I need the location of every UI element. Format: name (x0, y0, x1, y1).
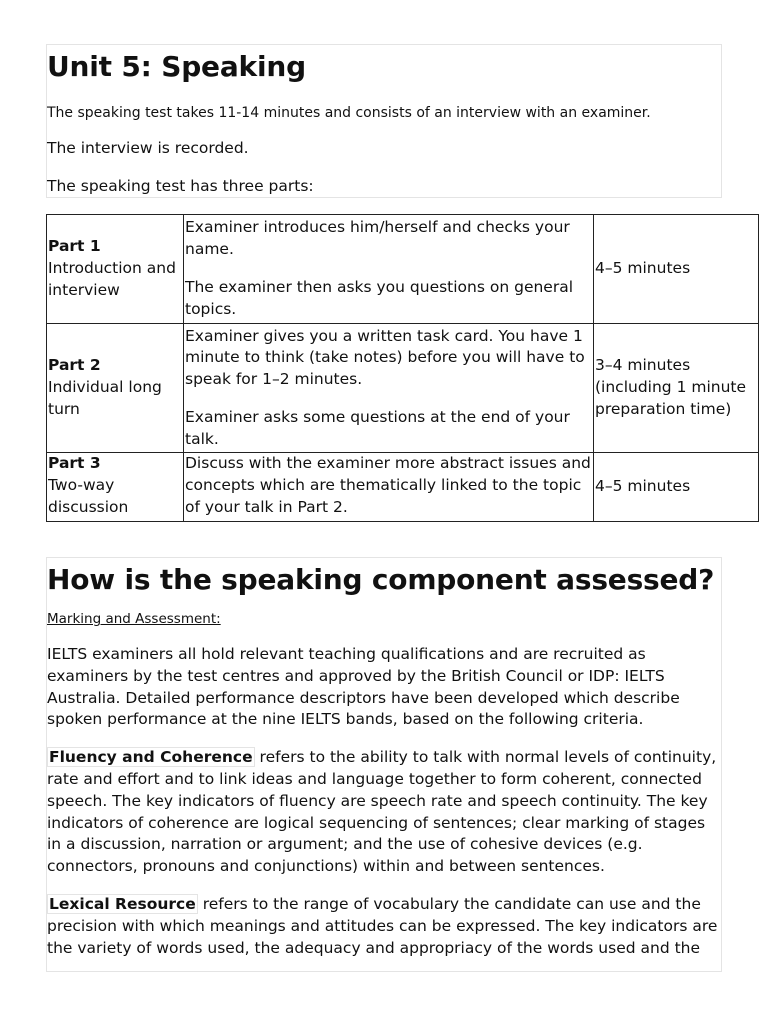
page-title: Unit 5: Speaking (47, 50, 306, 83)
part-cell (47, 215, 184, 324)
lexical-term: Lexical Resource (49, 894, 196, 913)
part-description: Examiner gives you a written task card. You have 1 minute to think (take notes) before you will have to speak for 1–2 minutes. (185, 326, 585, 389)
fluency-term: Fluency and Coherence (49, 748, 253, 767)
assessment-title: How is the speaking component assessed? (47, 563, 715, 596)
table-row (47, 215, 759, 324)
time-cell: 4–5 minutes (594, 453, 759, 522)
part-description: The examiner then asks you questions on general topics. (185, 278, 574, 318)
part-name: Individual long turn (48, 378, 162, 418)
part-label: Part 3 (48, 454, 101, 472)
intro-line-duration: The speaking test takes 11-14 minutes and consists of an interview with an examiner. (47, 105, 651, 121)
intro-line-recorded: The interview is recorded. (47, 139, 249, 157)
part-cell (47, 324, 184, 453)
part-label: Part 2 (48, 356, 101, 375)
fluency-paragraph (47, 747, 721, 878)
lexical-paragraph (47, 894, 721, 959)
table-row (47, 324, 759, 453)
part-description: Examiner introduces him/herself and checks your name. (185, 218, 570, 259)
speaking-parts-table (46, 214, 759, 522)
time-cell: 4–5 minutes (594, 215, 759, 324)
description-cell (184, 324, 594, 453)
part-label: Part 1 (48, 237, 101, 256)
description-cell (184, 453, 594, 522)
description-cell (184, 215, 594, 324)
part-description: Examiner asks some questions at the end of your talk. (185, 407, 570, 448)
examiners-paragraph: IELTS examiners all hold relevant teaching qualifications and are recruited as examiners by the test centres and approved by the British Council or IDP: IELTS Australia. Detailed performance descriptors have been developed which describe spoken performance at the nine IELTS bands, based on the following criteria. (47, 645, 680, 729)
part-description: Discuss with the examiner more abstract issues and concepts which are thematically linked to the topic of your talk in Part 2. (185, 454, 591, 516)
part-name: Introduction and interview (48, 259, 176, 299)
lexical-text: refers to the range of vocabulary the candidate can use and the precision with which meanings and attitudes can be expressed. The key indicators are the variety of words used, the adequacy and appropriacy of the words used and the (47, 894, 718, 957)
fluency-text: refers to the ability to talk with normal levels of continuity, rate and effort and to link ideas and language together to form coherent, connected speech. The key indicators of fluency are speech rate and speech continuity. The key indicators of coherence are logical sequencing of sentences; clear marking of stages in a discussion, narration or argument; and the use of cohesive devices (e.g. connectors, pronouns and conjunctions) within and between sentences. (47, 748, 717, 876)
table-row (47, 453, 759, 522)
marking-subtitle: Marking and Assessment: (47, 611, 221, 627)
intro-line-parts: The speaking test has three parts: (47, 176, 314, 195)
part-name: Two-way discussion (48, 475, 129, 516)
part-cell (47, 453, 184, 522)
time-cell: 3–4 minutes (including 1 minute preparation time) (594, 324, 759, 453)
assessment-section (46, 557, 722, 972)
intro-section (46, 44, 722, 198)
